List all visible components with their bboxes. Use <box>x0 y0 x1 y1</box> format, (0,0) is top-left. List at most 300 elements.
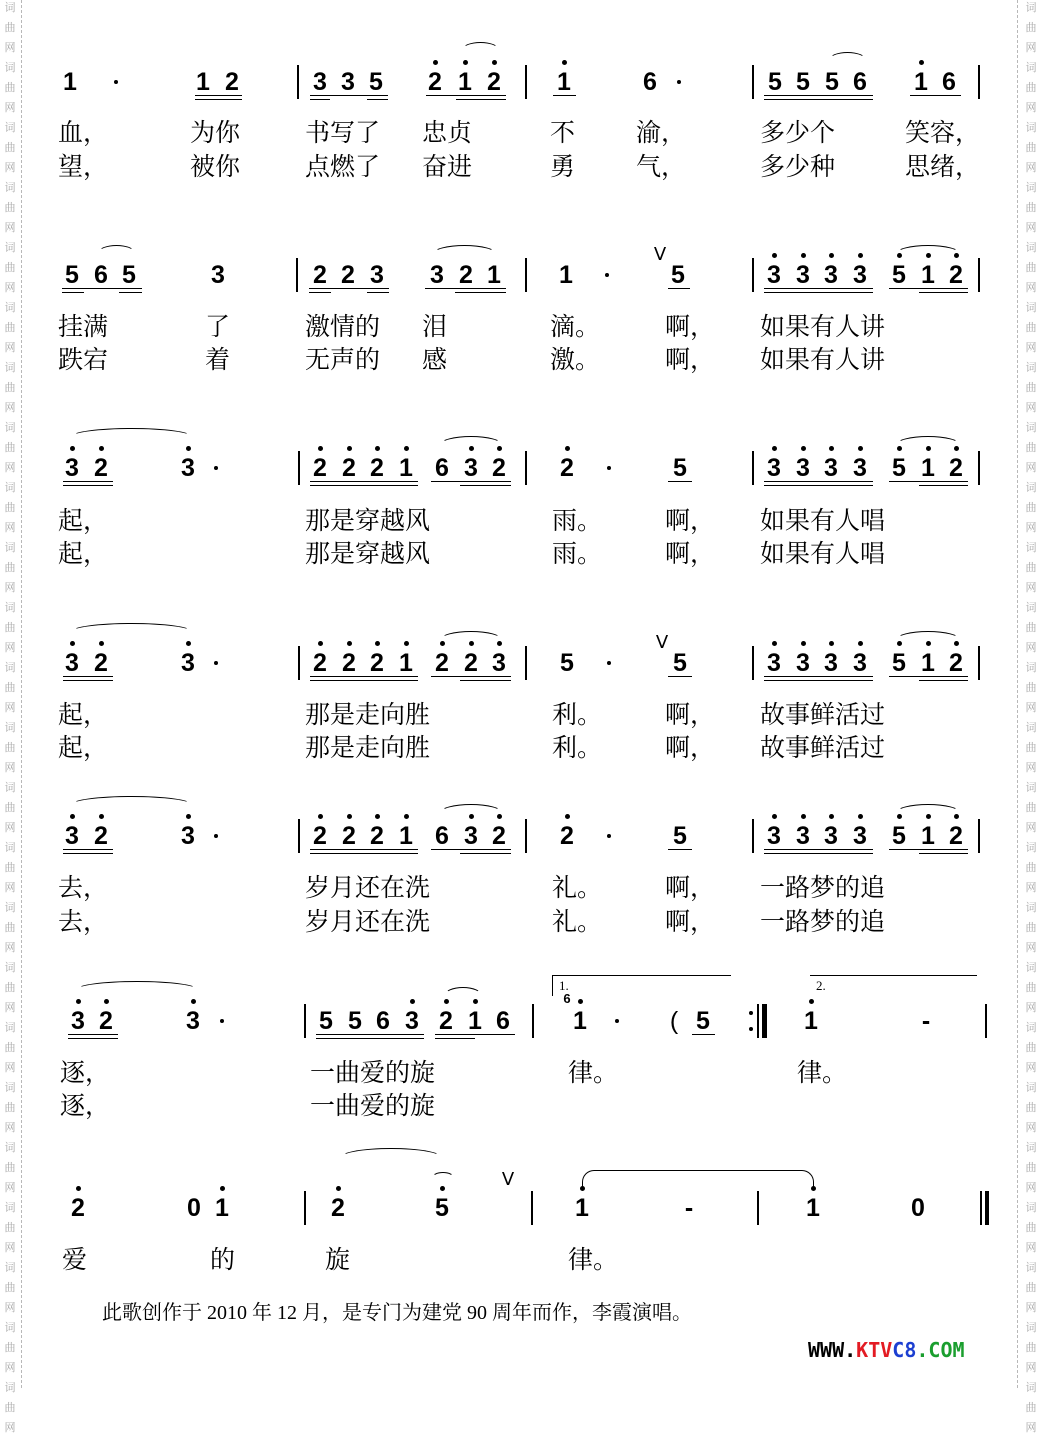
beam-line <box>310 95 388 96</box>
beam-line <box>310 676 418 677</box>
bar-line <box>296 258 298 292</box>
beam-line <box>764 485 873 486</box>
watermark-text: 词 曲 网 <box>1025 1 1037 54</box>
note: 5 <box>65 261 79 289</box>
lyric: 书写了 <box>305 118 381 147</box>
lyric: 律。 <box>568 1058 619 1087</box>
site-logo[interactable] <box>808 1338 965 1362</box>
octave-dot <box>99 641 104 646</box>
note: 3 <box>764 261 784 289</box>
beam-line <box>919 485 968 486</box>
note: 3 <box>68 1007 88 1035</box>
watermark-text: 词 曲 网 <box>1025 61 1037 114</box>
lyric: 礼。 <box>552 873 603 902</box>
fermata-icon <box>432 1172 454 1183</box>
right-margin-line <box>1017 0 1018 1388</box>
note: - <box>921 1007 931 1035</box>
lyric: 雨。 <box>552 539 603 568</box>
lyric: 如果有人讲 <box>760 312 886 341</box>
octave-dot <box>858 641 863 646</box>
bar-line <box>298 646 300 680</box>
note: 3 <box>178 649 198 677</box>
octave-dot <box>829 253 834 258</box>
note: 2 <box>310 822 330 850</box>
lyric: 挂满 <box>58 312 109 341</box>
lyric: 啊， <box>665 873 716 902</box>
beam-line <box>68 1038 118 1039</box>
lyric: 爱 <box>62 1245 88 1274</box>
octave-dot <box>318 814 323 819</box>
note: 2 <box>425 68 445 96</box>
lyric: 望， <box>58 152 109 181</box>
beam-line <box>425 288 506 289</box>
lyric: 利。 <box>552 733 603 762</box>
final-barline-thin <box>980 1191 982 1225</box>
octave-dot <box>404 814 409 819</box>
lyric: 多少个 <box>760 118 836 147</box>
beam-line <box>889 849 968 850</box>
note: 3 <box>793 822 813 850</box>
bar-line <box>298 451 300 485</box>
watermark-text: 词 曲 网 <box>4 601 16 654</box>
bar-line <box>297 65 299 99</box>
note: 3 <box>764 822 784 850</box>
beam-line <box>68 1034 118 1035</box>
bar-line <box>752 65 754 99</box>
watermark-text: 词 曲 网 <box>1025 1081 1037 1134</box>
note: 5 <box>432 1194 452 1222</box>
watermark-text: 词 曲 网 <box>1025 361 1037 414</box>
slur <box>896 245 960 262</box>
augmentation-dot <box>214 834 218 838</box>
octave-dot <box>347 446 352 451</box>
lyric: 去， <box>58 873 109 902</box>
beam-line <box>310 849 418 850</box>
note: 2 <box>310 454 330 482</box>
lyric: 那是走向胜 <box>305 733 431 762</box>
watermark-text: 词 曲 网 <box>1025 601 1037 654</box>
beam-line <box>764 676 873 677</box>
note: 3 <box>178 454 198 482</box>
watermark-text: 词 曲 网 <box>1025 781 1037 834</box>
bar-line <box>757 1191 759 1225</box>
logo-com: .COM <box>916 1338 965 1362</box>
slur <box>71 623 192 640</box>
octave-dot <box>70 446 75 451</box>
lyric: 奋进 <box>422 152 473 181</box>
octave-dot <box>801 641 806 646</box>
slur <box>896 436 960 453</box>
beam-line <box>764 292 873 293</box>
lyric: 那是穿越风 <box>305 539 431 568</box>
lyric: 感 <box>422 345 448 374</box>
slur <box>440 631 502 648</box>
slur <box>896 804 960 821</box>
note: 2 <box>310 649 330 677</box>
watermark-text: 词 曲 网 <box>4 1321 16 1374</box>
watermark-text: 词 曲 网 <box>1025 1381 1037 1434</box>
beam-line <box>553 95 576 96</box>
note: 2 <box>484 68 504 96</box>
beam-line <box>310 853 418 854</box>
beam-line <box>668 849 692 850</box>
note: 1 <box>918 454 938 482</box>
note: 5 <box>122 261 136 289</box>
note: 5 <box>348 1007 362 1035</box>
lyric: 被你 <box>190 152 241 181</box>
lyric: 激。 <box>550 345 601 374</box>
beam-line <box>310 99 330 100</box>
bar-line <box>304 1191 306 1225</box>
watermark-text: 词 曲 网 <box>1025 301 1037 354</box>
bar-line <box>978 646 980 680</box>
note: 5 <box>560 649 574 677</box>
lyric: 思绪， <box>905 152 981 181</box>
beam-line <box>309 292 331 293</box>
volta-1-label: 1. <box>559 978 569 993</box>
lyric: 的 <box>210 1245 236 1274</box>
logo-www: WWW. <box>808 1338 857 1362</box>
note: 2 <box>91 822 111 850</box>
slur <box>829 52 866 67</box>
augmentation-dot <box>749 1027 753 1031</box>
beam-line <box>310 485 418 486</box>
watermark-text: 词 曲 网 <box>4 241 16 294</box>
note: 1 <box>572 1194 592 1222</box>
lyric: 为你 <box>190 118 241 147</box>
note: 6 <box>435 454 449 482</box>
grace-note: 6 <box>563 991 571 1006</box>
beam-line <box>435 1038 475 1039</box>
lyric: 忠贞 <box>422 118 473 147</box>
lyric: 点燃了 <box>305 152 381 181</box>
note: 3 <box>821 454 841 482</box>
augmentation-dot <box>607 466 611 470</box>
note: 1 <box>196 68 210 96</box>
bar-line <box>525 819 527 853</box>
note: 5 <box>889 822 909 850</box>
watermark-text: 词 曲 网 <box>1025 241 1037 294</box>
note: 2 <box>313 261 327 289</box>
note: 2 <box>225 68 239 96</box>
octave-dot <box>318 446 323 451</box>
octave-dot <box>186 814 191 819</box>
note: 3 <box>850 649 870 677</box>
note: 1 <box>559 261 573 289</box>
octave-dot <box>562 60 567 65</box>
note: 1 <box>918 649 938 677</box>
beam-line <box>316 1038 424 1039</box>
lyric: 了 <box>205 312 231 341</box>
watermark-text: 词 曲 网 <box>4 781 16 834</box>
bar-line <box>978 258 980 292</box>
lyric: 着 <box>205 345 231 374</box>
note: 5 <box>673 649 687 677</box>
lyric: 利。 <box>552 700 603 729</box>
lyric: 故事鲜活过 <box>760 700 886 729</box>
watermark-text: 词 曲 网 <box>4 181 16 234</box>
lyric: 起， <box>58 700 109 729</box>
note: 3 <box>764 454 784 482</box>
bar-line <box>525 646 527 680</box>
slur <box>433 245 496 262</box>
augmentation-dot <box>220 1019 224 1023</box>
paren: ( <box>669 1007 679 1035</box>
octave-dot <box>433 60 438 65</box>
beam-line <box>62 292 84 293</box>
watermark-text: 词 曲 网 <box>4 661 16 714</box>
lyric: 滴。 <box>550 312 601 341</box>
augmentation-dot <box>214 661 218 665</box>
beam-line <box>764 849 873 850</box>
note: 1 <box>554 68 574 96</box>
octave-dot <box>801 446 806 451</box>
song-note: 此歌创作于 2010 年 12 月，是专门为建党 90 周年而作，李霞演唱。 <box>102 1302 692 1324</box>
beam-line <box>63 849 113 850</box>
note: 5 <box>673 822 687 850</box>
bar-line <box>532 1004 534 1038</box>
octave-dot <box>858 814 863 819</box>
beam-line <box>426 95 506 96</box>
lyric: 啊， <box>665 506 716 535</box>
watermark-text: 词 曲 网 <box>4 1141 16 1194</box>
note: 3 <box>821 261 841 289</box>
beam-line <box>63 680 113 681</box>
octave-dot <box>70 814 75 819</box>
lyric: 泪 <box>422 312 448 341</box>
lyric: 一曲爱的旋 <box>310 1091 436 1120</box>
bar-line <box>752 451 754 485</box>
breath-mark-icon: V <box>655 632 669 653</box>
augmentation-dot <box>677 80 681 84</box>
beam-line <box>63 853 113 854</box>
note: 3 <box>821 822 841 850</box>
octave-dot <box>404 446 409 451</box>
note: 6 <box>376 1007 390 1035</box>
watermark-text: 词 曲 网 <box>4 61 16 114</box>
repeat-barline-thick <box>762 1004 767 1038</box>
watermark-text: 词 曲 网 <box>1025 541 1037 594</box>
beam-line <box>310 481 418 482</box>
beam-line <box>764 481 873 482</box>
lyric: 啊， <box>665 700 716 729</box>
watermark-text: 词 曲 网 <box>4 1381 16 1434</box>
bar-line <box>298 819 300 853</box>
octave-dot <box>772 814 777 819</box>
note: 6 <box>942 68 956 96</box>
note: 1 <box>396 822 416 850</box>
note: 1 <box>803 1194 823 1222</box>
volta-2-bracket <box>810 975 977 996</box>
beam-line <box>63 485 113 486</box>
note: 5 <box>768 68 782 96</box>
bar-line <box>525 258 527 292</box>
volta-2-label: 2. <box>816 978 826 993</box>
lyric: 笑容， <box>905 118 981 147</box>
slur <box>440 436 502 453</box>
beam-line <box>119 292 142 293</box>
note: 2 <box>96 1007 116 1035</box>
note: 3 <box>313 68 327 96</box>
bar-line <box>525 65 527 99</box>
note: 5 <box>889 454 909 482</box>
augmentation-dot <box>607 661 611 665</box>
augmentation-dot <box>114 80 118 84</box>
watermark-text: 词 曲 网 <box>4 1261 16 1314</box>
beam-line <box>919 292 968 293</box>
lyric: 血， <box>58 118 109 147</box>
bar-line <box>752 258 754 292</box>
octave-dot <box>440 1186 445 1191</box>
note: 5 <box>369 68 383 96</box>
logo-c8: C8 <box>892 1338 917 1362</box>
watermark-text: 词 曲 网 <box>4 721 16 774</box>
note: 1 <box>918 822 938 850</box>
note: 2 <box>946 822 966 850</box>
beam-line <box>63 676 113 677</box>
bar-line <box>525 451 527 485</box>
left-margin-line <box>21 0 22 1388</box>
note: 5 <box>796 68 810 96</box>
note: 2 <box>489 454 509 482</box>
lyric: 跌宕 <box>58 345 109 374</box>
octave-dot <box>404 641 409 646</box>
note: 3 <box>62 649 82 677</box>
note: 6 <box>643 68 657 96</box>
watermark-text: 词 曲 网 <box>4 361 16 414</box>
beam-line <box>919 853 968 854</box>
note: 2 <box>367 822 387 850</box>
slur <box>896 631 960 648</box>
lyric: 去， <box>58 907 109 936</box>
bar-line <box>304 1004 306 1038</box>
note: 3 <box>850 454 870 482</box>
slur <box>462 42 499 57</box>
octave-dot <box>76 1186 81 1191</box>
lyric: 多少种 <box>760 152 836 181</box>
note: 2 <box>367 649 387 677</box>
octave-dot <box>858 253 863 258</box>
beam-line <box>460 680 511 681</box>
note: 2 <box>432 649 452 677</box>
note: 2 <box>341 261 355 289</box>
note: 3 <box>821 649 841 677</box>
watermark-text: 词 曲 网 <box>1025 841 1037 894</box>
watermark-text: 词 曲 网 <box>4 901 16 954</box>
octave-dot <box>578 999 583 1004</box>
lyric: 那是穿越风 <box>305 506 431 535</box>
volta-1-bracket <box>552 975 731 996</box>
note: 0 <box>911 1194 925 1222</box>
note: 3 <box>430 261 444 289</box>
lyric: 不 <box>550 118 576 147</box>
octave-dot <box>375 814 380 819</box>
lyric: 律。 <box>797 1058 848 1087</box>
note: 3 <box>402 1007 422 1035</box>
augmentation-dot <box>607 834 611 838</box>
augmentation-dot <box>749 1011 753 1015</box>
beam-line <box>919 680 968 681</box>
watermark-text: 词 曲 网 <box>1025 181 1037 234</box>
breath-mark-icon: V <box>653 244 667 265</box>
lyric: 激情的 <box>305 312 381 341</box>
bar-line <box>978 819 980 853</box>
note: 0 <box>187 1194 201 1222</box>
final-barline-thick <box>985 1191 989 1225</box>
beam-line <box>668 676 692 677</box>
beam-line <box>309 288 389 289</box>
lyric: 啊， <box>665 733 716 762</box>
octave-dot <box>318 641 323 646</box>
lyric: 气， <box>636 152 687 181</box>
note: 2 <box>557 454 577 482</box>
lyric: 逐， <box>60 1058 111 1087</box>
slur <box>76 981 198 998</box>
octave-dot <box>492 60 497 65</box>
note: 2 <box>459 261 473 289</box>
note: 3 <box>62 822 82 850</box>
watermark-text: 词 曲 网 <box>1025 901 1037 954</box>
octave-dot <box>220 1186 225 1191</box>
octave-dot <box>772 641 777 646</box>
octave-dot <box>104 999 109 1004</box>
note: 3 <box>183 1007 203 1035</box>
octave-dot <box>829 446 834 451</box>
note: 3 <box>211 261 225 289</box>
note: 5 <box>319 1007 333 1035</box>
note: 2 <box>339 822 359 850</box>
watermark-text: 词 曲 网 <box>1025 421 1037 474</box>
octave-dot <box>463 60 468 65</box>
note: 1 <box>455 68 475 96</box>
octave-dot <box>70 641 75 646</box>
watermark-text: 词 曲 网 <box>1025 661 1037 714</box>
octave-dot <box>410 999 415 1004</box>
slur <box>98 245 135 260</box>
octave-dot <box>772 446 777 451</box>
octave-dot <box>375 641 380 646</box>
octave-dot <box>565 446 570 451</box>
lyric: 岁月还在洗 <box>305 907 431 936</box>
note: 1 <box>212 1194 232 1222</box>
logo-ktv: KTV <box>856 1338 893 1362</box>
watermark-text: 词 曲 网 <box>1025 961 1037 1014</box>
octave-dot <box>919 60 924 65</box>
octave-dot <box>801 814 806 819</box>
beam-line <box>910 95 961 96</box>
bar-line <box>752 646 754 680</box>
beam-line <box>63 481 113 482</box>
note: 1 <box>465 1007 485 1035</box>
note: 2 <box>461 649 481 677</box>
lyric: 啊， <box>665 345 716 374</box>
note: 2 <box>91 649 111 677</box>
lyric: 那是走向胜 <box>305 700 431 729</box>
note: 3 <box>370 261 384 289</box>
beam-line <box>435 1034 515 1035</box>
lyric: 如果有人唱 <box>760 506 886 535</box>
lyric: 啊， <box>665 907 716 936</box>
octave-dot <box>186 446 191 451</box>
note: 5 <box>696 1007 710 1035</box>
watermark-text: 词 曲 网 <box>4 841 16 894</box>
note: 1 <box>396 454 416 482</box>
beam-line <box>310 680 418 681</box>
beam-line <box>431 481 511 482</box>
watermark-text: 词 曲 网 <box>4 1021 16 1074</box>
beam-line <box>456 99 506 100</box>
octave-dot <box>772 253 777 258</box>
